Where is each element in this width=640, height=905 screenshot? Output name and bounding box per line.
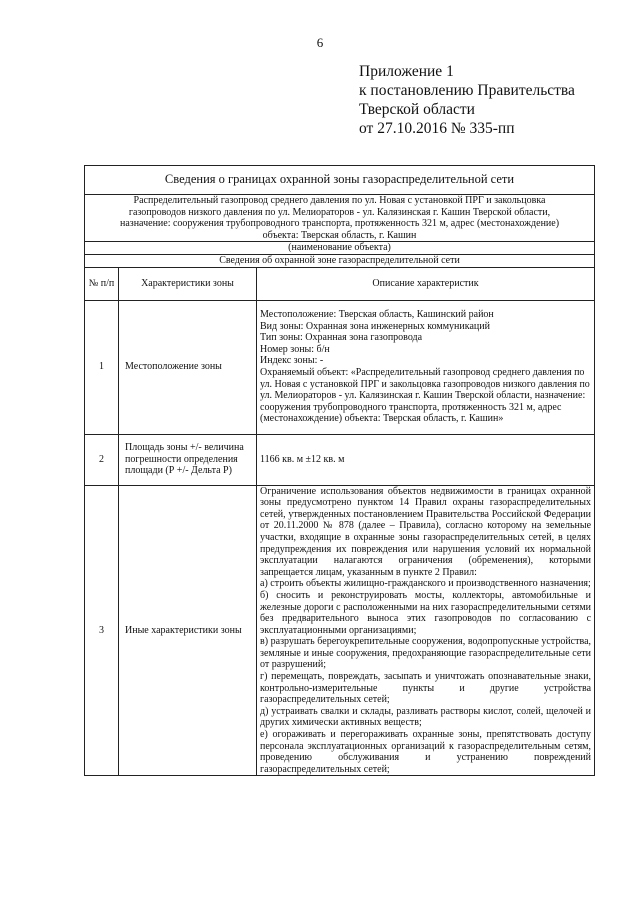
object-line: газопроводов низкого давления по ул. Мелиораторов - ул. Калязинская г. Кашин Тверской области, xyxy=(128,206,551,218)
description-line: Тип зоны: Охранная зона газопровода xyxy=(260,332,423,344)
appendix-line: к постановлению Правительства xyxy=(359,82,575,99)
header-description: Описание характеристик xyxy=(257,267,595,300)
description-line: Номер зоны: б/н xyxy=(260,343,330,355)
row-label: Иные характеристики зоны xyxy=(119,485,257,776)
row-label: Местоположение зоны xyxy=(119,300,257,434)
header-characteristics: Характеристики зоны xyxy=(119,267,257,300)
object-line: Распределительный газопровод среднего давления по ул. Новая с установкой ПРГ и закольцовка xyxy=(133,195,546,206)
row-num: 1 xyxy=(85,300,119,434)
page-number: 6 xyxy=(316,35,324,50)
restriction-paragraph: е) огораживать и перегораживать охранные зоны, препятствовать доступу персонала эксплуатационных организаций к газораспределительным сетям, проведению обслуживания и устранению повреждений газораспределительных сетей; xyxy=(260,729,592,775)
restriction-paragraph: в) разрушать берегоукрепительные сооружения, водопропускные устройства, земляные и иные сооружения, предохраняющие газораспределительные сети от разрушений; xyxy=(260,636,592,671)
appendix-line: от 27.10.2016 № 335-пп xyxy=(359,120,515,137)
row-label: Площадь зоны +/- величина погрешности определения площади (Р +/- Дельта Р) xyxy=(119,434,257,485)
object-caption: (наименование объекта) xyxy=(85,242,595,255)
restriction-paragraph: а) строить объекты жилищно-гражданского и производственного назначения; xyxy=(260,578,591,590)
zone-info-caption: Сведения об охранной зоне газораспределительной сети xyxy=(85,254,595,267)
restriction-paragraph: б) сносить и реконструировать мосты, коллекторы, автомобильные и железные дороги с расположенными на них газораспределительными сетями без предварительного выноса этих газопроводов по согласованию с эксплуатационными организациями; xyxy=(260,589,592,636)
table-title: Сведения о границах охранной зоны газораспределительной сети xyxy=(85,166,595,195)
description-line: Охраняемый объект: «Распределительный газопровод среднего давления по ул. Новая с установкой ПРГ и закольцовка газопроводов низкого давления по ул. Мелиораторов - ул. Калязинская г. Кашин Тверской области, назначение: сооружения трубопроводного транспорта, протяженность 321 м, адрес (местонахождение) объекта: Тверская область, г. Кашин» xyxy=(260,367,590,425)
row-description xyxy=(257,485,595,776)
appendix-line: Тверской области xyxy=(359,101,475,118)
table-row xyxy=(85,434,595,485)
object-description xyxy=(85,195,595,242)
object-line: назначение: сооружения трубопроводного транспорта, протяженность 321 м, адрес (местонахождение) xyxy=(119,218,560,230)
table-row xyxy=(85,485,595,776)
header-num: № п/п xyxy=(85,267,119,300)
appendix-line: Приложение 1 xyxy=(359,63,454,80)
row-num: 2 xyxy=(85,434,119,485)
restriction-paragraph: г) перемещать, повреждать, засыпать и уничтожать опознавательные знаки, контрольно-измерительные пункты и другие устройства газораспределительных сетей; xyxy=(260,671,592,706)
row-description xyxy=(257,300,595,434)
object-line: объекта: Тверская область, г. Кашин xyxy=(262,229,417,241)
restriction-paragraph: д) устраивать свалки и склады, разливать растворы кислот, солей, щелочей и других химически активных веществ; xyxy=(260,705,592,729)
table-row xyxy=(85,300,595,434)
restriction-paragraph: Ограничение использования объектов недвижимости в границах охранной зоны предусмотрено пунктом 14 Правил охраны газораспределительных сетей, утвержденных постановлением Правительства Российской Федерации от 20.11.2000 № 878 (далее – Правила), согласно которому на земельные участки, входящие в охранные зоны газораспределительных сетей, в целях предупреждения их повреждения или нарушения условий их нормальной эксплуатации налагаются ограничения (обременения), которыми запрещается лицам, указанным в пункте 2 Правил: xyxy=(260,485,592,578)
description-line: Индекс зоны: - xyxy=(260,355,324,367)
row-num: 3 xyxy=(85,485,119,776)
zone-table xyxy=(84,165,595,776)
row-value: 1166 кв. м ±12 кв. м xyxy=(257,434,595,485)
appendix-header xyxy=(359,62,575,138)
description-line: Местоположение: Тверская область, Кашинский район xyxy=(260,309,494,321)
description-line: Вид зоны: Охранная зона инженерных коммуникаций xyxy=(260,320,490,332)
